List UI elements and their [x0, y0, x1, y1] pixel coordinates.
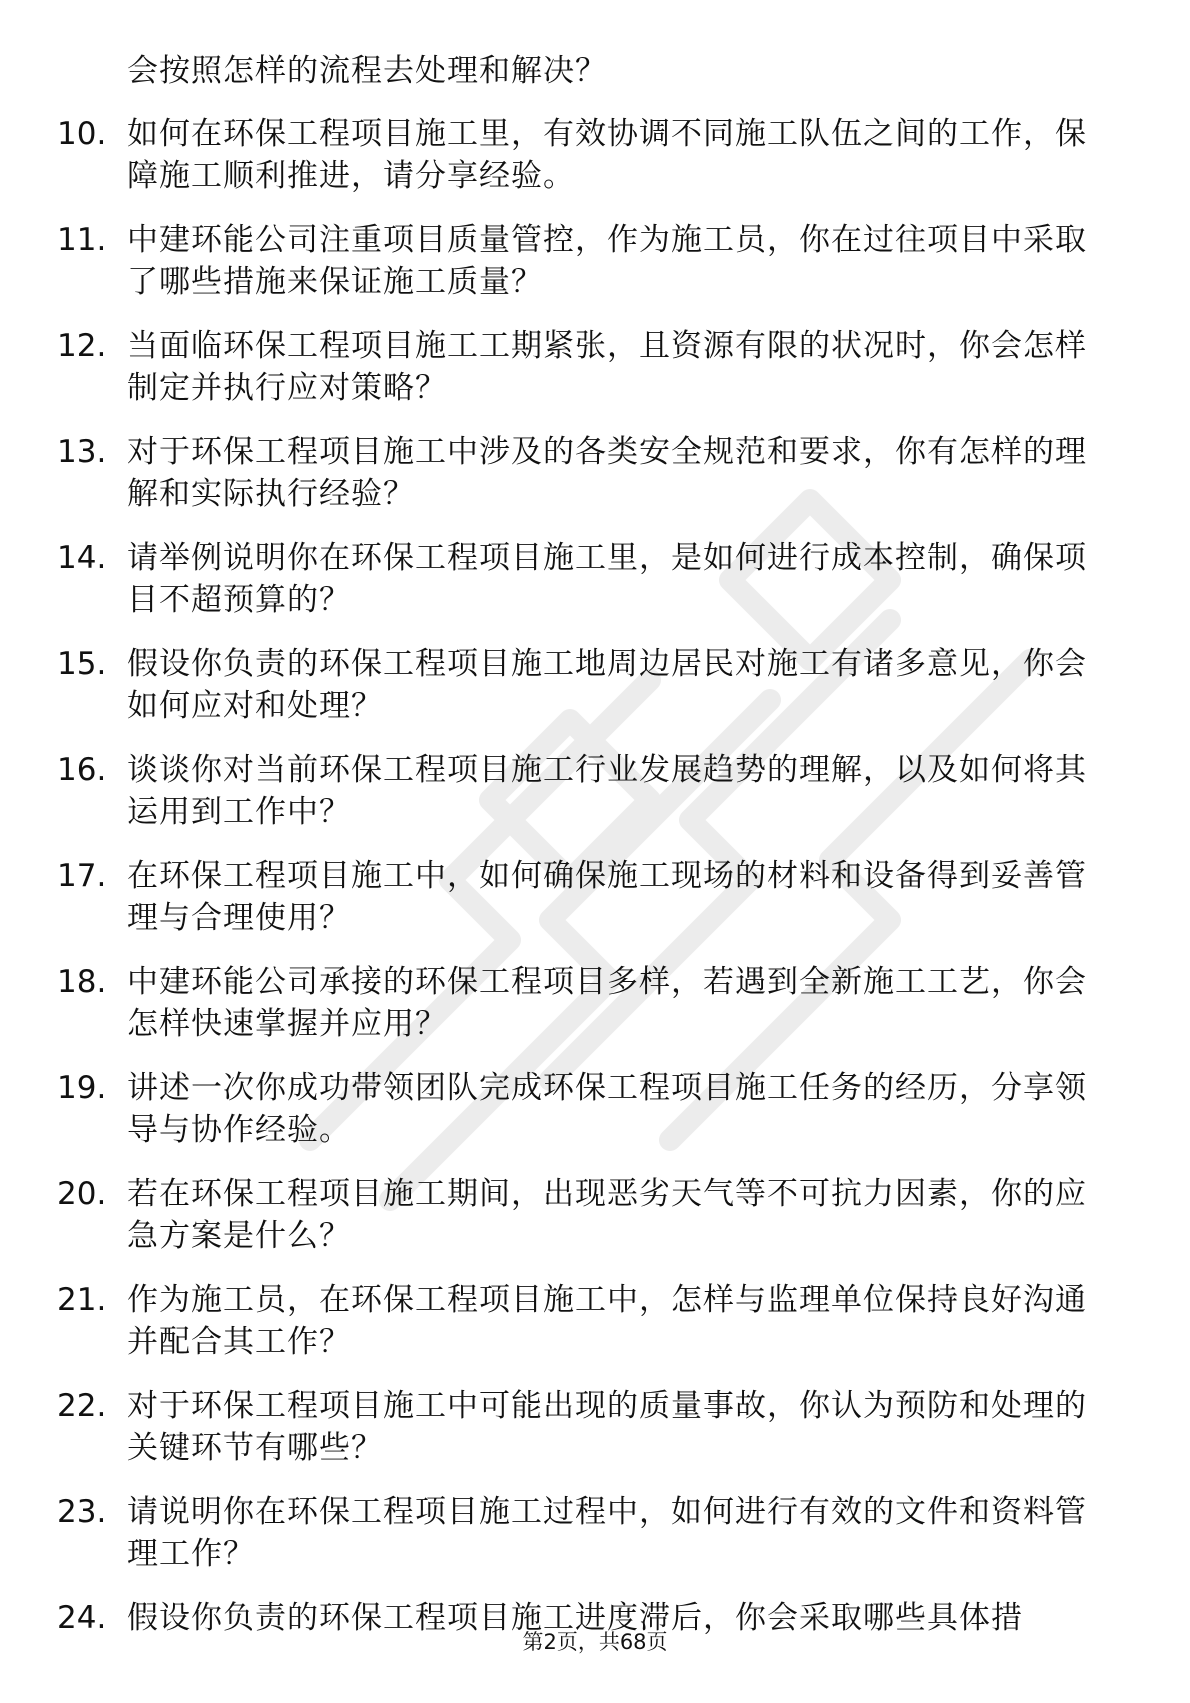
question-number: 23.: [57, 1494, 107, 1530]
list-item: [0, 961, 1190, 1045]
question-text: 在环保工程项目施工中，如何确保施工现场的材料和设备得到妥善管理与合理使用？: [127, 858, 1087, 936]
question-text: 讲述一次你成功带领团队完成环保工程项目施工任务的经历，分享领导与协作经验。: [127, 1070, 1087, 1148]
list-item: [0, 855, 1190, 939]
list-item: [0, 431, 1190, 515]
list-item: [0, 325, 1190, 409]
question-number: 12.: [57, 328, 107, 364]
question-text: 中建环能公司承接的环保工程项目多样，若遇到全新施工工艺，你会怎样快速掌握并应用？: [127, 964, 1087, 1042]
question-text: 请举例说明你在环保工程项目施工里，是如何进行成本控制，确保项目不超预算的？: [127, 540, 1087, 618]
question-text: 中建环能公司注重项目质量管控，作为施工员，你在过往项目中采取了哪些措施来保证施工质量？: [127, 222, 1087, 300]
question-text: 若在环保工程项目施工期间，出现恶劣天气等不可抗力因素，你的应急方案是什么？: [127, 1176, 1087, 1254]
question-number: 18.: [57, 964, 107, 1000]
question-number: 24.: [57, 1600, 107, 1636]
list-item: [0, 1173, 1190, 1257]
question-number: 13.: [57, 434, 107, 470]
list-item: [0, 1067, 1190, 1151]
question-number: 17.: [57, 858, 107, 894]
list-item: [0, 1279, 1190, 1363]
question-number: 10.: [57, 116, 107, 152]
list-item: [0, 537, 1190, 621]
question-text: 对于环保工程项目施工中可能出现的质量事故，你认为预防和处理的关键环节有哪些？: [127, 1388, 1087, 1466]
question-number: 11.: [57, 222, 107, 258]
question-text: 谈谈你对当前环保工程项目施工行业发展趋势的理解，以及如何将其运用到工作中？: [127, 752, 1087, 830]
list-item: [0, 219, 1190, 303]
question-number: 22.: [57, 1388, 107, 1424]
list-item: [0, 643, 1190, 727]
question-text: 如何在环保工程项目施工里，有效协调不同施工队伍之间的工作，保障施工顺利推进，请分享经验。: [127, 116, 1087, 194]
question-number: 16.: [57, 752, 107, 788]
page-footer: 第2页，共68页: [522, 1630, 668, 1654]
list-item: [0, 113, 1190, 197]
question-list: [0, 113, 1190, 1703]
question-number: 19.: [57, 1070, 107, 1106]
question-number: 21.: [57, 1282, 107, 1318]
question-text: 作为施工员，在环保工程项目施工中，怎样与监理单位保持良好沟通并配合其工作？: [127, 1282, 1087, 1360]
question-text: 当面临环保工程项目施工工期紧张，且资源有限的状况时，你会怎样制定并执行应对策略？: [127, 328, 1087, 406]
question-text: 假设你负责的环保工程项目施工地周边居民对施工有诸多意见，你会如何应对和处理？: [127, 646, 1087, 724]
list-item: [0, 749, 1190, 833]
question-number: 20.: [57, 1176, 107, 1212]
question-text: 假设你负责的环保工程项目施工进度滞后，你会采取哪些具体措: [127, 1600, 1023, 1636]
list-item: [0, 1491, 1190, 1575]
question-number: 14.: [57, 540, 107, 576]
question-text: 请说明你在环保工程项目施工过程中，如何进行有效的文件和资料管理工作？: [127, 1494, 1087, 1572]
list-item: [0, 1385, 1190, 1469]
question-text: 对于环保工程项目施工中涉及的各类安全规范和要求，你有怎样的理解和实际执行经验？: [127, 434, 1087, 512]
continuation-text: 会按照怎样的流程去处理和解决？: [127, 53, 607, 89]
question-number: 15.: [57, 646, 107, 682]
